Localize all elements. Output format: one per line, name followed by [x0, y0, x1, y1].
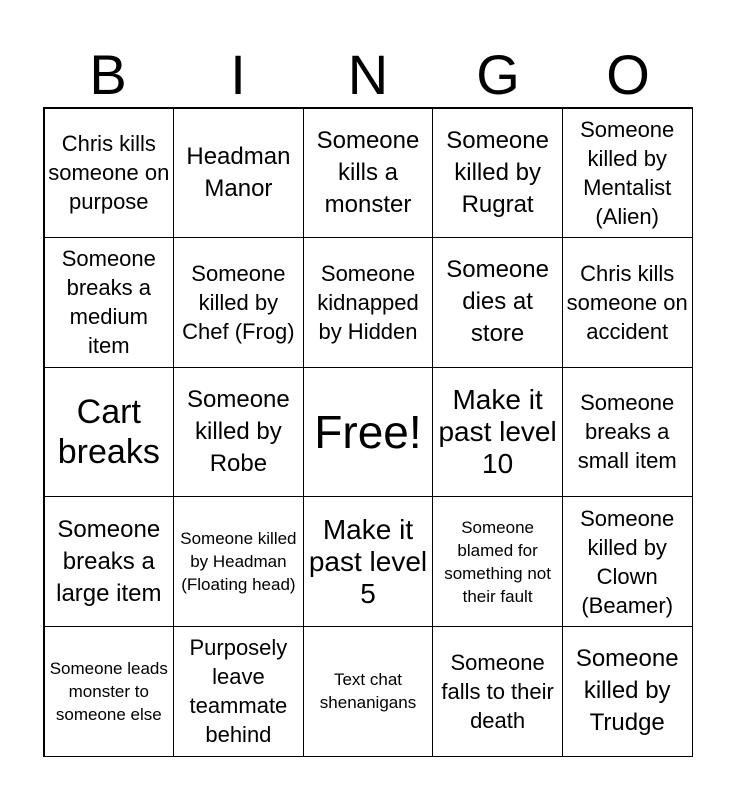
header-letter-i: I: [230, 43, 246, 106]
bingo-cell[interactable]: [562, 108, 693, 239]
bingo-cell[interactable]: [432, 626, 563, 757]
bingo-cell[interactable]: [432, 108, 563, 239]
bingo-cell[interactable]: [562, 496, 693, 627]
bingo-cell-label: Text chat shenanigans: [319, 670, 417, 713]
bingo-cell-label: Purposely leave teammate behind: [189, 635, 288, 748]
free-space-cell[interactable]: [303, 367, 434, 498]
bingo-cell[interactable]: [303, 237, 434, 368]
bingo-cell-label: Free!: [314, 405, 422, 458]
bingo-cell-label: Make it past level 5: [308, 513, 428, 609]
bingo-cell-label: Cart breaks: [57, 392, 160, 471]
bingo-cell[interactable]: [432, 496, 563, 627]
bingo-cell-label: Someone killed by Chef (Frog): [182, 260, 295, 344]
header-letter-o: O: [606, 43, 650, 106]
bingo-cell[interactable]: [44, 108, 175, 239]
bingo-cell-label: Someone breaks a medium item: [61, 246, 156, 359]
bingo-cell-label: Someone killed by Rugrat: [446, 126, 549, 218]
bingo-cell[interactable]: [562, 626, 693, 757]
bingo-cell-label: Someone killed by Headman (Floating head): [180, 529, 297, 595]
bingo-cell-label: Someone kidnapped by Hidden: [317, 260, 419, 344]
bingo-cell-label: Make it past level 10: [438, 383, 557, 479]
bingo-cell-label: Headman Manor: [186, 142, 291, 202]
bingo-cell[interactable]: [303, 496, 434, 627]
bingo-cell[interactable]: [173, 237, 304, 368]
bingo-cell[interactable]: [173, 626, 304, 757]
bingo-cell[interactable]: [173, 496, 304, 627]
bingo-cell-label: Someone killed by Clown (Beamer): [580, 505, 675, 618]
bingo-cell[interactable]: [432, 367, 563, 498]
bingo-cell[interactable]: [173, 367, 304, 498]
bingo-cell[interactable]: [303, 626, 434, 757]
bingo-cell-label: Someone leads monster to someone else: [49, 658, 168, 724]
header-letter-g: G: [476, 43, 520, 106]
bingo-cell-label: Someone breaks a large item: [56, 515, 162, 607]
bingo-cell[interactable]: [562, 237, 693, 368]
bingo-cell-label: Someone breaks a small item: [577, 390, 677, 474]
header-letter-n: N: [347, 43, 389, 106]
bingo-cell-label: Someone blamed for something not their fault: [444, 517, 551, 606]
bingo-grid: [43, 107, 693, 757]
bingo-cell-label: Someone killed by Mentalist (Alien): [580, 116, 675, 229]
bingo-cell[interactable]: [44, 496, 175, 627]
bingo-cell[interactable]: [562, 367, 693, 498]
bingo-cell[interactable]: [44, 367, 175, 498]
header-letter-b: B: [89, 43, 127, 106]
bingo-cell[interactable]: [44, 237, 175, 368]
bingo-cell-label: Someone killed by Robe: [187, 385, 290, 477]
bingo-cell-label: Chris kills someone on purpose: [48, 131, 170, 215]
bingo-cell-label: Someone dies at store: [446, 256, 549, 348]
bingo-cell-label: Someone kills a monster: [316, 126, 420, 218]
bingo-cell[interactable]: [432, 237, 563, 368]
bingo-cell[interactable]: [44, 626, 175, 757]
bingo-cell-label: Chris kills someone on accident: [566, 260, 688, 344]
bingo-cell[interactable]: [303, 108, 434, 239]
bingo-cell-label: Someone killed by Trudge: [575, 645, 679, 737]
bingo-cell-label: Someone falls to their death: [441, 649, 554, 733]
bingo-cell[interactable]: [173, 108, 304, 239]
bingo-header: [43, 44, 693, 106]
